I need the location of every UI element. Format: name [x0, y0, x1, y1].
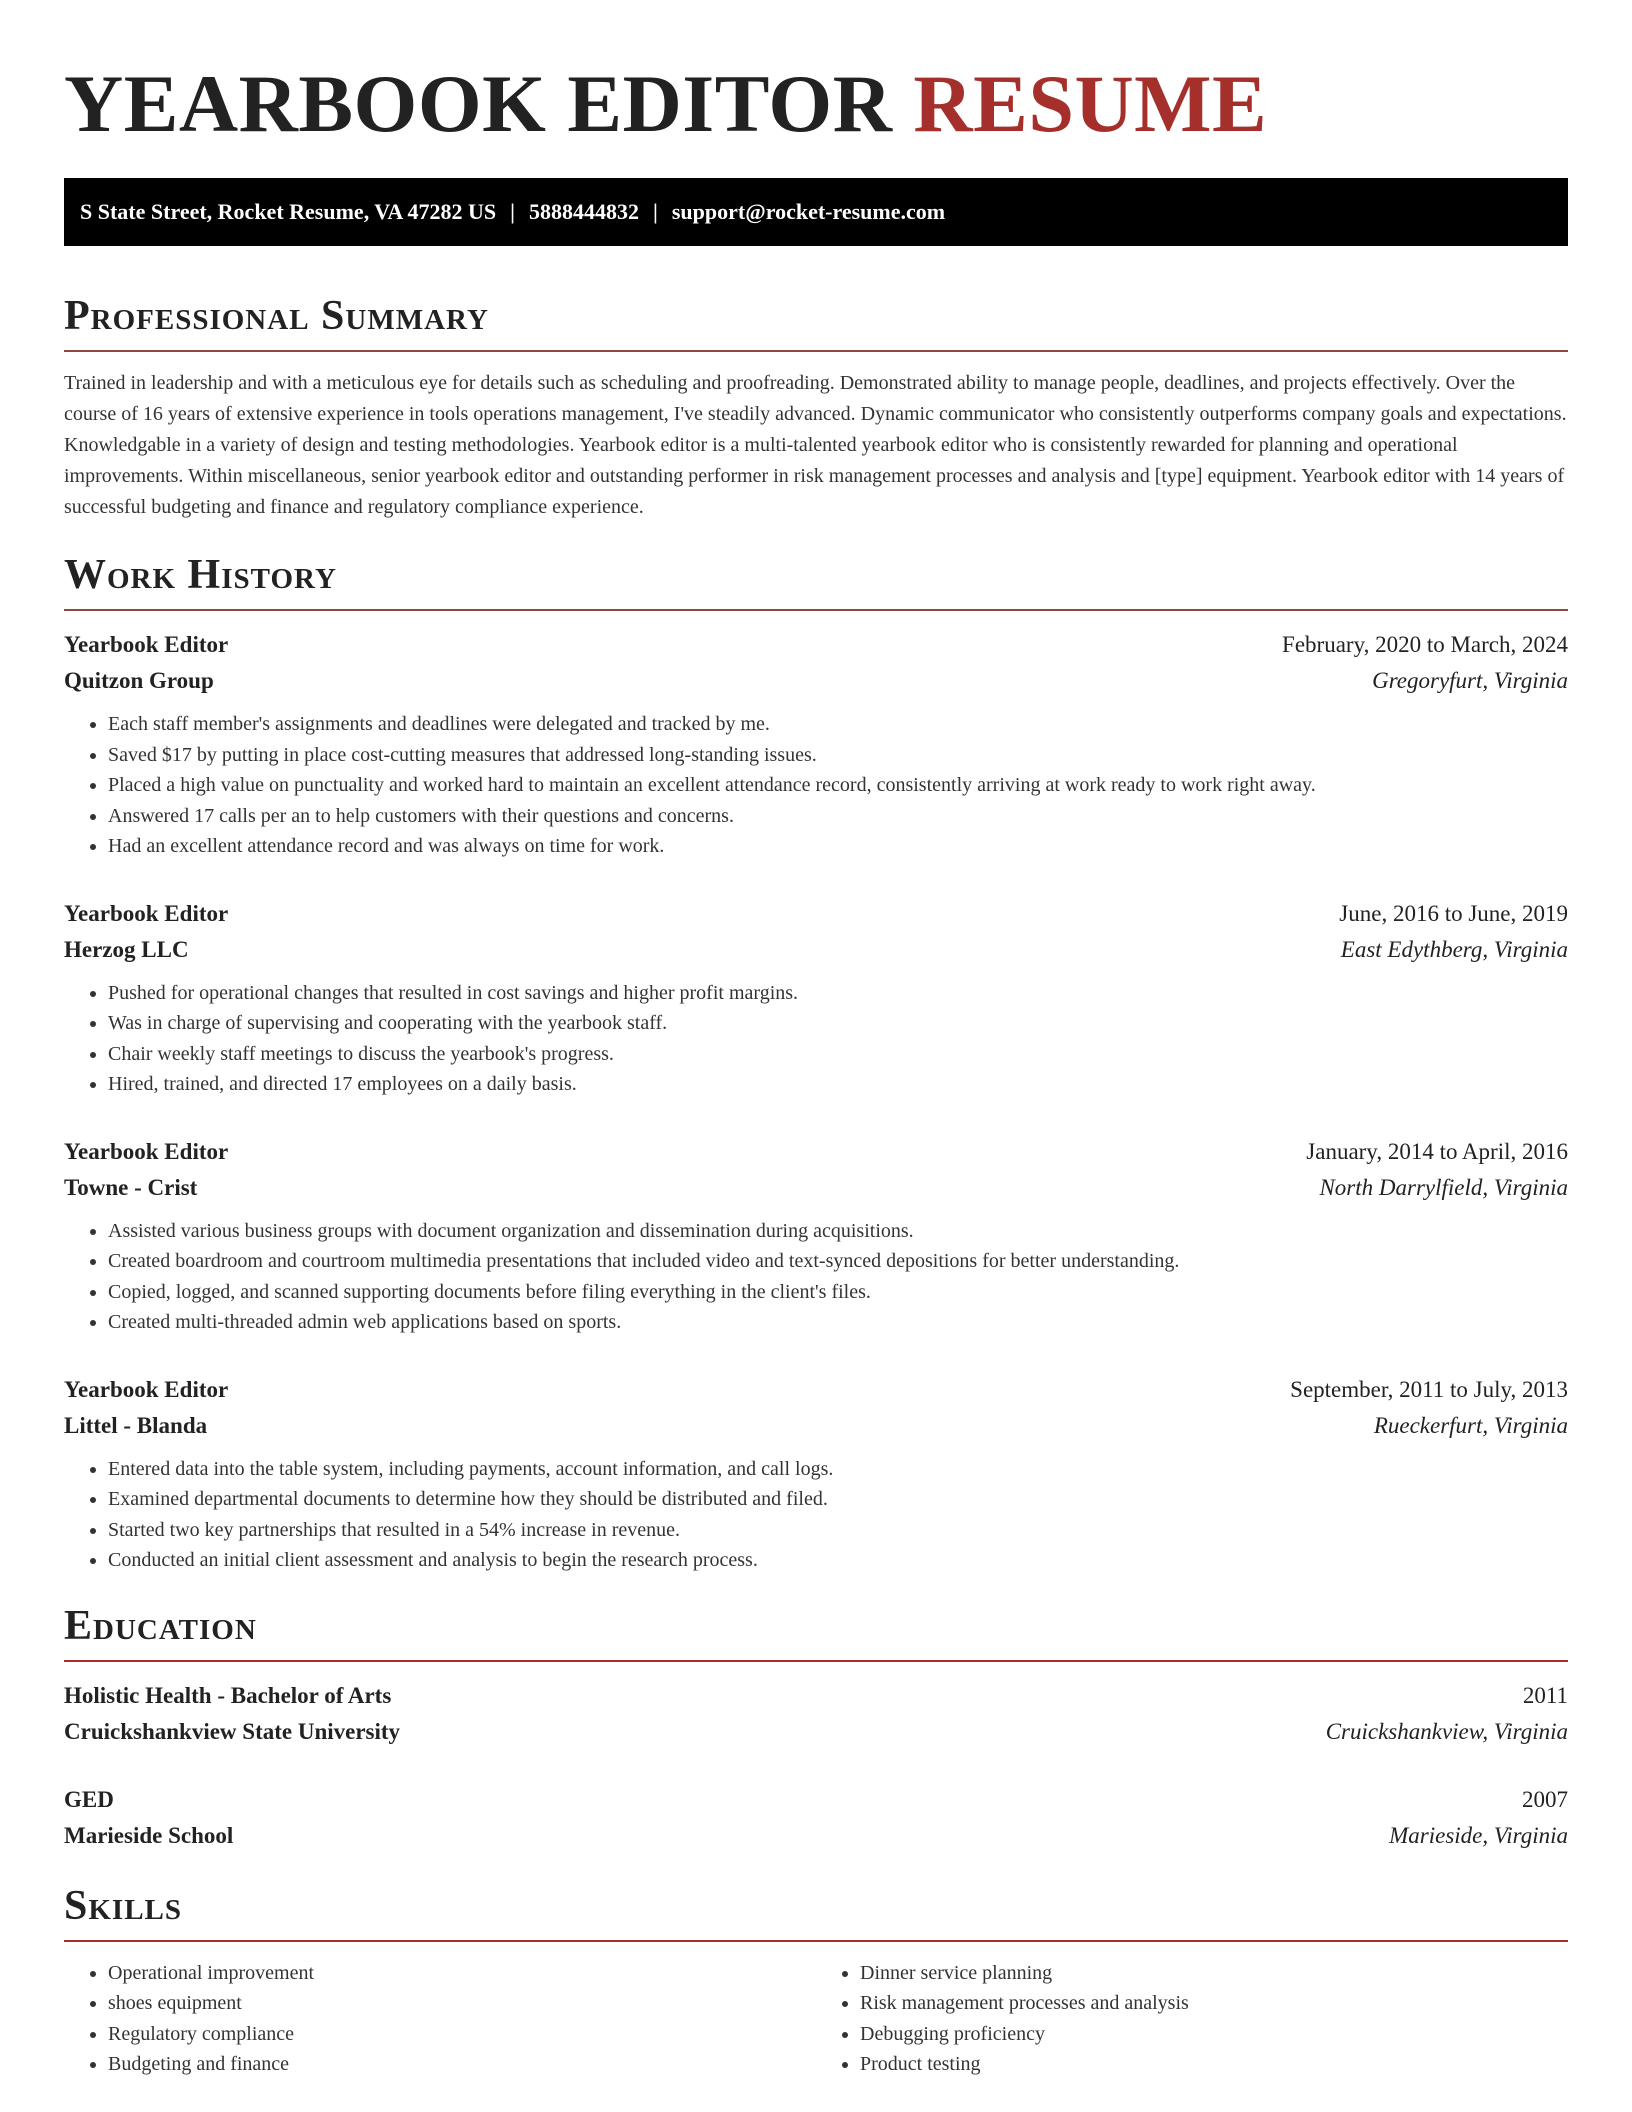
job-location: Rueckerfurt, Virginia — [1373, 1412, 1568, 1438]
education-degree: GED — [64, 1786, 114, 1812]
job-company-row — [64, 663, 1568, 699]
education-year: 2011 — [1522, 1682, 1568, 1708]
job-location: East Edythberg, Virginia — [1340, 936, 1568, 962]
skill-item: • Debugging proficiency — [860, 2019, 1568, 2050]
job-company-row — [64, 932, 1568, 968]
skill-item: • Product testing — [860, 2049, 1568, 2080]
education-school: Cruickshankview State University — [64, 1718, 401, 1744]
education-school: Marieside School — [64, 1822, 234, 1848]
title-main: YEARBOOK EDITOR — [64, 58, 893, 149]
job-company-row — [64, 1170, 1568, 1206]
job-duties-list — [64, 709, 1568, 862]
education-location: Cruickshankview, Virginia — [1325, 1718, 1568, 1744]
section-divider — [64, 350, 1568, 352]
contact-email: support@rocket-resume.com — [671, 199, 946, 224]
job-duty: • Assisted various business groups with document organization and dissemination during acquisitions. — [108, 1216, 1568, 1247]
education-degree: Holistic Health - Bachelor of Arts — [64, 1682, 392, 1708]
education-school-row — [64, 1818, 1568, 1854]
job-dates: September, 2011 to July, 2013 — [1290, 1376, 1568, 1402]
job-header-row — [64, 627, 1568, 663]
job-company-row — [64, 1408, 1568, 1444]
job-dates: January, 2014 to April, 2016 — [1306, 1138, 1568, 1164]
work-history-section — [64, 549, 1568, 1576]
education-entry — [64, 1782, 1568, 1854]
section-divider — [64, 1940, 1568, 1942]
job-entry — [64, 896, 1568, 1100]
skills-grid — [64, 1958, 1568, 2080]
contact-separator: | — [653, 199, 658, 224]
job-header-row — [64, 1134, 1568, 1170]
education-degree-row — [64, 1782, 1568, 1818]
summary-section — [64, 290, 1568, 523]
work-history-heading: Work History — [64, 552, 337, 598]
section-divider — [64, 1660, 1568, 1662]
job-company: Littel - Blanda — [64, 1412, 208, 1438]
job-dates: February, 2020 to March, 2024 — [1282, 632, 1568, 657]
education-school-row — [64, 1714, 1568, 1750]
skill-item: • Operational improvement — [108, 1958, 816, 1989]
job-title: Yearbook Editor — [64, 1376, 229, 1402]
job-header-row — [64, 896, 1568, 932]
job-duty: • Pushed for operational changes that resulted in cost savings and higher profit margins. — [108, 978, 1568, 1009]
job-duties-list — [64, 978, 1568, 1100]
skill-item: • Dinner service planning — [860, 1958, 1568, 1989]
contact-phone: 5888444832 — [529, 199, 640, 224]
skills-column-left — [64, 1958, 816, 2080]
job-duty: • Saved $17 by putting in place cost-cutting measures that addressed long-standing issues. — [108, 740, 1568, 771]
skill-item: • Regulatory compliance — [108, 2019, 816, 2050]
education-location: Marieside, Virginia — [1389, 1822, 1568, 1848]
contact-separator: | — [510, 199, 516, 224]
section-divider — [64, 609, 1568, 611]
job-duty: • Hired, trained, and directed 17 employees on a daily basis. — [108, 1069, 1568, 1100]
contact-bar — [64, 178, 1568, 246]
summary-text: Trained in leadership and with a meticulous eye for details such as scheduling and proofreading. Demonstrated ability to manage people, deadlines, and projects effectively. Over the course of 16 years of extensive experience in tools operations management, I've steadily advanced. Dynamic communicator who consistently outperforms company goals and expectations. Knowledgable in a variety of design and testing methodologies. Yearbook editor is a multi-talented yearbook editor who is consistently rewarded for planning and operational improvements. Within miscellaneous, senior yearbook editor and outstanding performer in risk management processes and analysis and [type] equipment. Yearbook editor with 14 years of successful budgeting and finance and regulatory compliance experience. — [64, 372, 1567, 518]
job-duty: • Conducted an initial client assessment and analysis to begin the research process. — [108, 1545, 1568, 1576]
job-duty: • Answered 17 calls per an to help customers with their questions and concerns. — [108, 801, 1568, 832]
job-company: Quitzon Group — [64, 668, 214, 693]
education-year: 2007 — [1522, 1786, 1568, 1812]
job-company: Towne - Crist — [64, 1174, 198, 1200]
education-degree-row — [64, 1678, 1568, 1714]
job-location: Gregoryfurt, Virginia — [1372, 668, 1568, 693]
skills-column-right — [816, 1958, 1568, 2080]
skill-item: • shoes equipment — [108, 1988, 816, 2019]
skills-section — [64, 1880, 1568, 2080]
job-dates: June, 2016 to June, 2019 — [1339, 900, 1568, 926]
job-duty: • Was in charge of supervising and cooperating with the yearbook staff. — [108, 1008, 1568, 1039]
job-entry — [64, 1134, 1568, 1338]
job-duty: • Had an excellent attendance record and was always on time for work. — [108, 831, 1568, 862]
job-entry — [64, 1372, 1568, 1576]
job-duty: • Created multi-threaded admin web applications based on sports. — [108, 1307, 1568, 1338]
job-duty: • Started two key partnerships that resulted in a 54% increase in revenue. — [108, 1515, 1568, 1546]
job-company: Herzog LLC — [64, 936, 189, 962]
job-duty: • Copied, logged, and scanned supporting documents before filing everything in the client's files. — [108, 1277, 1568, 1308]
job-duties-list — [64, 1216, 1568, 1338]
education-heading: Education — [64, 1602, 257, 1649]
contact-address: S State Street, Rocket Resume, VA 47282 US — [80, 199, 497, 224]
skill-item: • Risk management processes and analysis — [860, 1988, 1568, 2019]
job-duty: • Entered data into the table system, including payments, account information, and call logs. — [108, 1454, 1568, 1485]
education-entry — [64, 1678, 1568, 1750]
skills-heading: Skills — [64, 1882, 183, 1929]
job-duty: • Placed a high value on punctuality and worked hard to maintain an excellent attendance record, consistently arriving at work ready to work right away. — [108, 770, 1568, 801]
job-duty: • Chair weekly staff meetings to discuss the yearbook's progress. — [108, 1039, 1568, 1070]
job-duty: • Each staff member's assignments and deadlines were delegated and tracked by me. — [108, 709, 1568, 740]
job-title: Yearbook Editor — [64, 632, 229, 657]
job-entry — [64, 627, 1568, 862]
resume-title — [64, 0, 1568, 154]
job-duty: • Created boardroom and courtroom multimedia presentations that included video and text-synced depositions for better understanding. — [108, 1246, 1568, 1277]
job-header-row — [64, 1372, 1568, 1408]
skill-item: • Budgeting and finance — [108, 2049, 816, 2080]
job-title: Yearbook Editor — [64, 900, 229, 926]
job-duties-list — [64, 1454, 1568, 1576]
title-accent: RESUME — [913, 58, 1268, 149]
summary-heading: Professional Summary — [64, 293, 489, 339]
job-duty: • Examined departmental documents to determine how they should be distributed and filed. — [108, 1484, 1568, 1515]
resume-page — [64, 0, 1568, 2080]
education-section — [64, 1600, 1568, 1854]
job-title: Yearbook Editor — [64, 1138, 229, 1164]
job-location: North Darrylfield, Virginia — [1319, 1174, 1568, 1200]
